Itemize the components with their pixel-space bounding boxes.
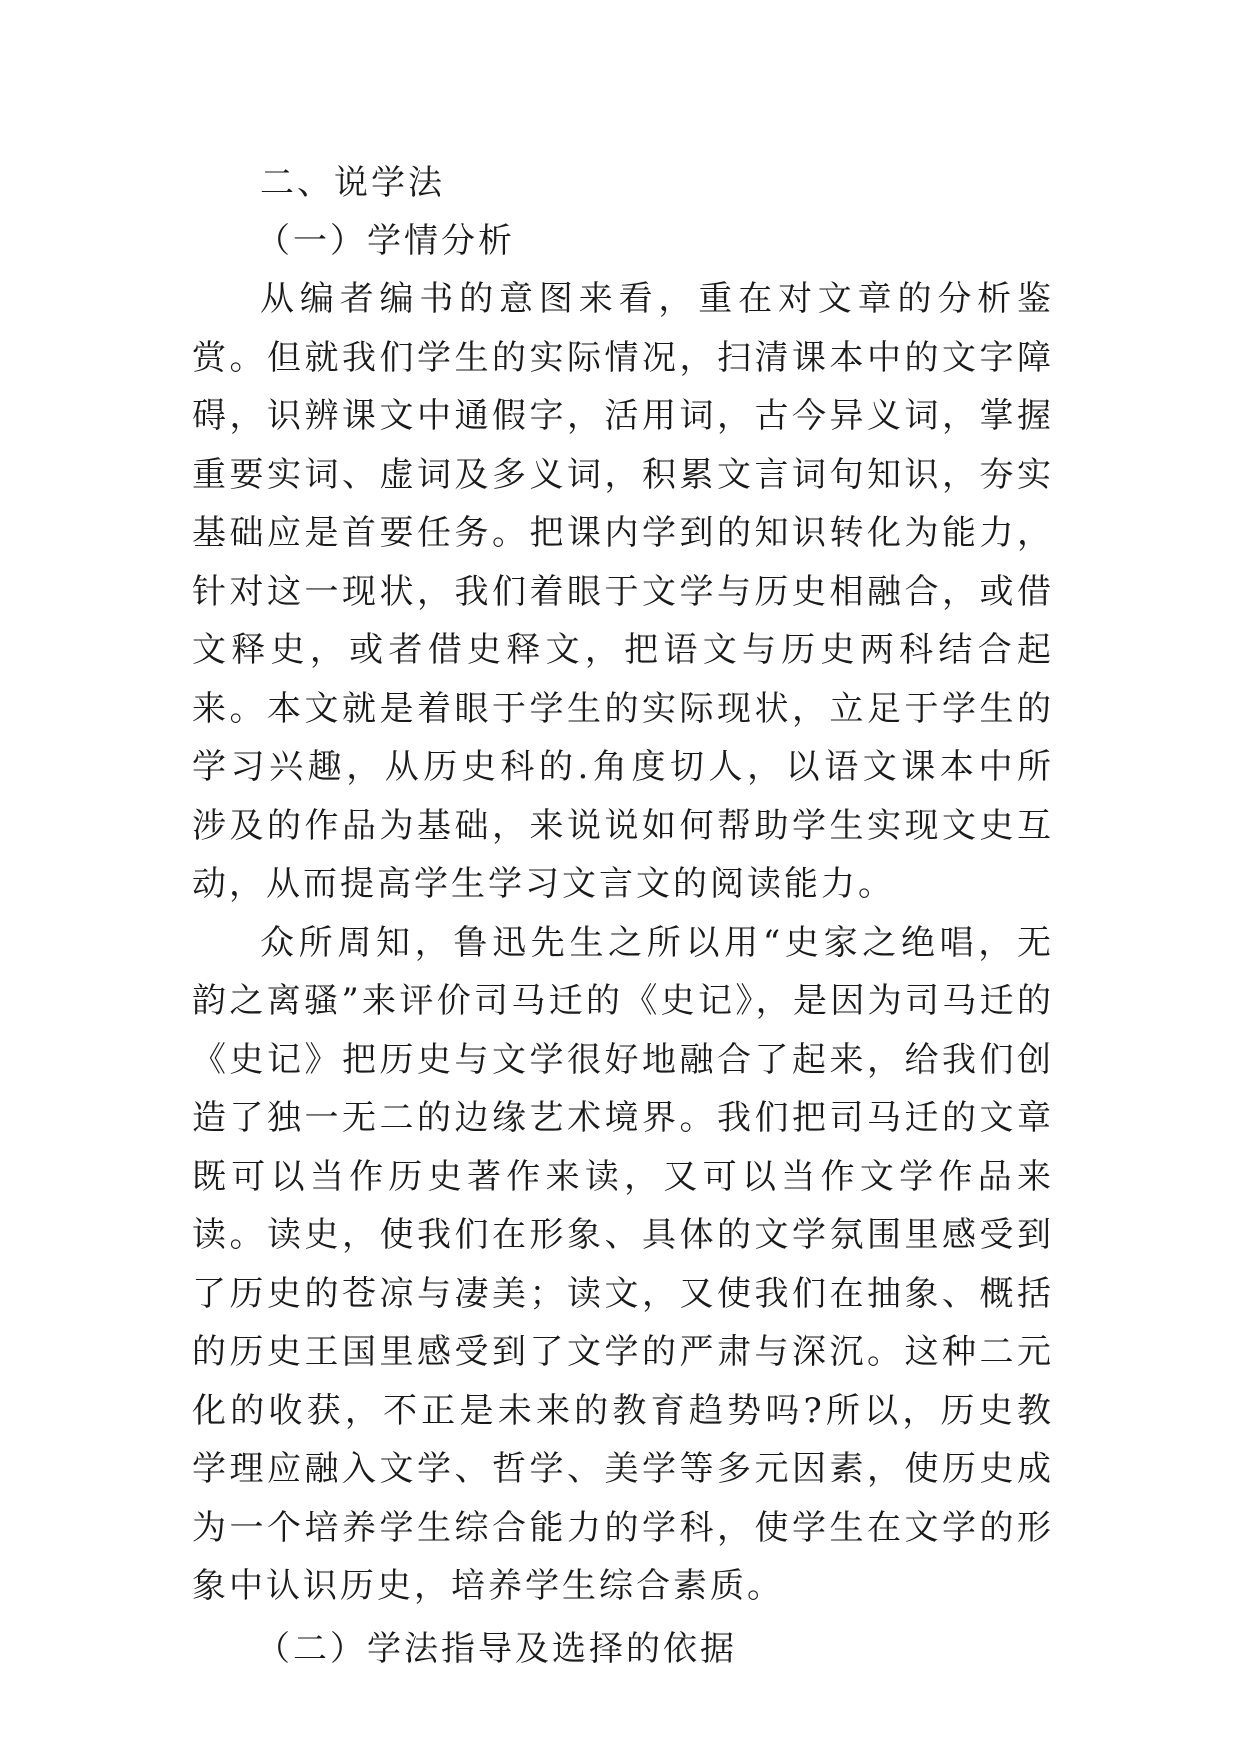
section-heading: 二、说学法 xyxy=(260,163,445,203)
paragraph-learning-analysis: 从编者编书的意图来看，重在对文章的分析鉴赏。但就我们学生的实际情况，扫清课本中的文字障碍，识辨课文中通假字，活用词，古今异义词，掌握重要实词、虚词及多义词，积累文言词句知识，夯实基础应是首要任务。把课内学到的知识转化为能力，针对这一现状，我们着眼于文学与历史相融合，或借文释史，或者借史释文，把语文与历史两科结合起来。本文就是着眼于学生的实际现状，立足于学生的学习兴趣，从历史科的.角度切人，以语文课本中所涉及的作品为基础，来说说如何帮助学生实现文史互动，从而提高学生学习文言文的阅读能力。 xyxy=(192,279,1054,904)
subsection-heading-method-guidance: （二）学法指导及选择的依据 xyxy=(256,1628,737,1669)
document-body xyxy=(192,154,1054,1678)
paragraph-history-literature: 众所周知，鲁迅先生之所以用“史家之绝唱，无韵之离骚”来评价司马迁的《史记》，是因为司马迁的《史记》把历史与文学很好地融合了起来，给我们创造了独一无二的边缘艺术境界。我们把司马迁的文章既可以当作历史著作来读，又可以当作文学作品来读。读史，使我们在形象、具体的文学氛围里感受到了历史的苍凉与凄美；读文，又使我们在抽象、概括的历史王国里感受到了文学的严肃与深沉。这种二元化的收获，不正是未来的教育趋势吗?所以，历史教学理应融入文学、哲学、美学等多元因素，使历史成为一个培养学生综合能力的学科，使学生在文学的形象中认识历史，培养学生综合素质。 xyxy=(192,922,1054,1606)
subsection-heading-learning-analysis: （一）学情分析 xyxy=(256,221,515,261)
